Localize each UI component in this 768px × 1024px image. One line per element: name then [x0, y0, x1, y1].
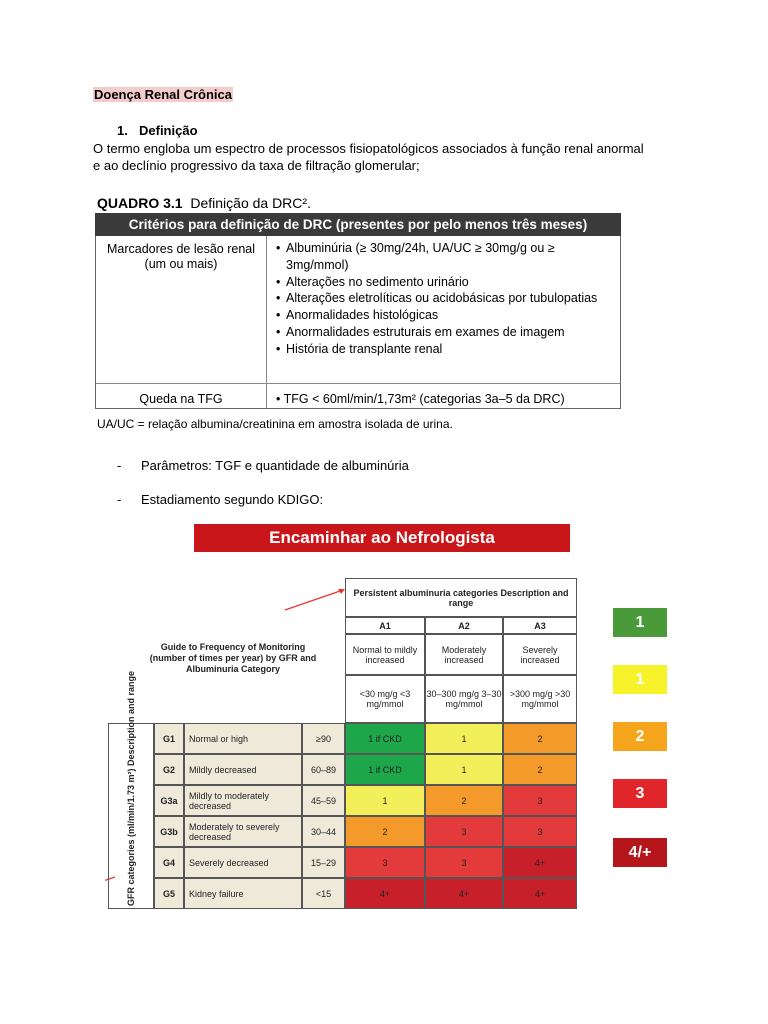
risk-cell: 3 — [345, 847, 425, 878]
quadro-row2-label: Queda na TFG — [139, 392, 223, 406]
gfr-desc: Normal or high — [184, 723, 302, 754]
albuminuria-code: A1 — [345, 617, 425, 634]
gfr-code: G3a — [154, 785, 184, 816]
risk-cell: 3 — [425, 847, 503, 878]
quadro-divider — [96, 383, 620, 384]
gfr-code: G5 — [154, 878, 184, 909]
albuminuria-range: >300 mg/g >30 mg/mmol — [503, 675, 577, 723]
legend-swatch: 1 — [613, 608, 667, 637]
risk-cell: 3 — [503, 816, 577, 847]
quadro-label: QUADRO 3.1 — [97, 195, 183, 211]
risk-cell: 1 — [425, 723, 503, 754]
referral-banner: Encaminhar ao Nefrologista — [194, 524, 570, 552]
albuminuria-desc: Severely increased — [503, 634, 577, 675]
kdigo-figure — [105, 512, 675, 910]
section-number: 1. — [117, 123, 128, 138]
section-heading — [117, 123, 198, 138]
albuminuria-header: Persistent albuminuria categories Description and range — [345, 578, 577, 617]
quadro-header: Critérios para definição de DRC (presentes por pelo menos três meses) — [95, 213, 621, 236]
gfr-desc: Severely decreased — [184, 847, 302, 878]
risk-cell: 1 — [345, 785, 425, 816]
risk-cell: 3 — [425, 816, 503, 847]
list-item: • Alterações eletrolíticas ou acidobásicas por tubulopatias — [276, 290, 620, 307]
quadro-title — [97, 195, 311, 211]
albuminuria-desc: Normal to mildly increased — [345, 634, 425, 675]
quadro-figure — [93, 193, 623, 436]
quadro-table — [95, 236, 621, 409]
gfr-range: 15–29 — [302, 847, 345, 878]
gfr-code: G4 — [154, 847, 184, 878]
quadro-row2-item: • TFG < 60ml/min/1,73m² (categorias 3a–5 da DRC) — [276, 392, 565, 406]
albuminuria-code: A2 — [425, 617, 503, 634]
quadro-note: UA/UC = relação albumina/creatinina em amostra isolada de urina. — [97, 417, 453, 431]
risk-cell: 1 — [425, 754, 503, 785]
risk-cell: 1 if CKD — [345, 723, 425, 754]
intro-paragraph: O termo engloba um espectro de processos fisiopatológicos associados à função renal anormal e ao declínio progressivo da taxa de filtração glomerular; — [93, 141, 644, 173]
gfr-desc: Kidney failure — [184, 878, 302, 909]
gfr-range: 30–44 — [302, 816, 345, 847]
section-title: Definição — [139, 123, 198, 138]
bullet-dash: - — [117, 458, 122, 473]
risk-cell: 4+ — [425, 878, 503, 909]
quadro-row1-label: Marcadores de lesão renal (um ou mais) — [107, 242, 255, 271]
gfr-code: G2 — [154, 754, 184, 785]
gfr-axis-label — [108, 670, 154, 909]
gfr-range: <15 — [302, 878, 345, 909]
risk-cell: 2 — [345, 816, 425, 847]
albuminuria-code: A3 — [503, 617, 577, 634]
arrow-icon — [285, 590, 343, 610]
gfr-code: G3b — [154, 816, 184, 847]
gfr-desc: Mildly decreased — [184, 754, 302, 785]
bullet-text: Estadiamento segundo KDIGO: — [141, 492, 324, 507]
gfr-range: 60–89 — [302, 754, 345, 785]
gfr-range: 45–59 — [302, 785, 345, 816]
risk-cell: 4+ — [345, 878, 425, 909]
legend-swatch: 3 — [613, 779, 667, 808]
list-item: • História de transplante renal — [276, 341, 620, 358]
risk-cell: 2 — [503, 723, 577, 754]
albuminuria-range: <30 mg/g <3 mg/mmol — [345, 675, 425, 723]
gfr-axis-text: GFR categories (ml/min/1.73 m²) Description and range — [126, 670, 136, 906]
gfr-code: G1 — [154, 723, 184, 754]
bullet-text: Parâmetros: TGF e quantidade de albuminúria — [141, 458, 409, 473]
legend-swatch: 4/+ — [613, 838, 667, 867]
risk-cell: 4+ — [503, 847, 577, 878]
list-item: • Alterações no sedimento urinário — [276, 274, 620, 291]
albuminuria-range: 30–300 mg/g 3–30 mg/mmol — [425, 675, 503, 723]
quadro-row1-list — [276, 240, 620, 358]
risk-cell: 1 if CKD — [345, 754, 425, 785]
risk-cell: 4+ — [503, 878, 577, 909]
risk-cell: 3 — [503, 785, 577, 816]
quadro-caption: Definição da DRC². — [190, 195, 311, 211]
list-item: • Albuminúria (≥ 30mg/24h, UA/UC ≥ 30mg/g ou ≥ 3mg/mmol) — [276, 240, 620, 274]
risk-cell: 2 — [425, 785, 503, 816]
bullet-dash: - — [117, 492, 122, 507]
risk-cell: 2 — [503, 754, 577, 785]
quadro-row2-text: TFG < 60ml/min/1,73m² (categorias 3a–5 da DRC) — [283, 392, 565, 406]
list-item: • Anormalidades estruturais em exames de imagem — [276, 324, 620, 341]
gfr-range: ≥90 — [302, 723, 345, 754]
legend-swatch: 1 — [613, 665, 667, 694]
gfr-desc: Mildly to moderately decreased — [184, 785, 302, 816]
monitoring-guide-label: Guide to Frequency of Monitoring (number of times per year) by GFR and Albuminuria Category — [149, 642, 317, 674]
legend-swatch: 2 — [613, 722, 667, 751]
gfr-desc: Moderately to severely decreased — [184, 816, 302, 847]
albuminuria-desc: Moderately increased — [425, 634, 503, 675]
document-title: Doença Renal Crônica — [94, 87, 232, 102]
list-item: • Anormalidades histológicas — [276, 307, 620, 324]
